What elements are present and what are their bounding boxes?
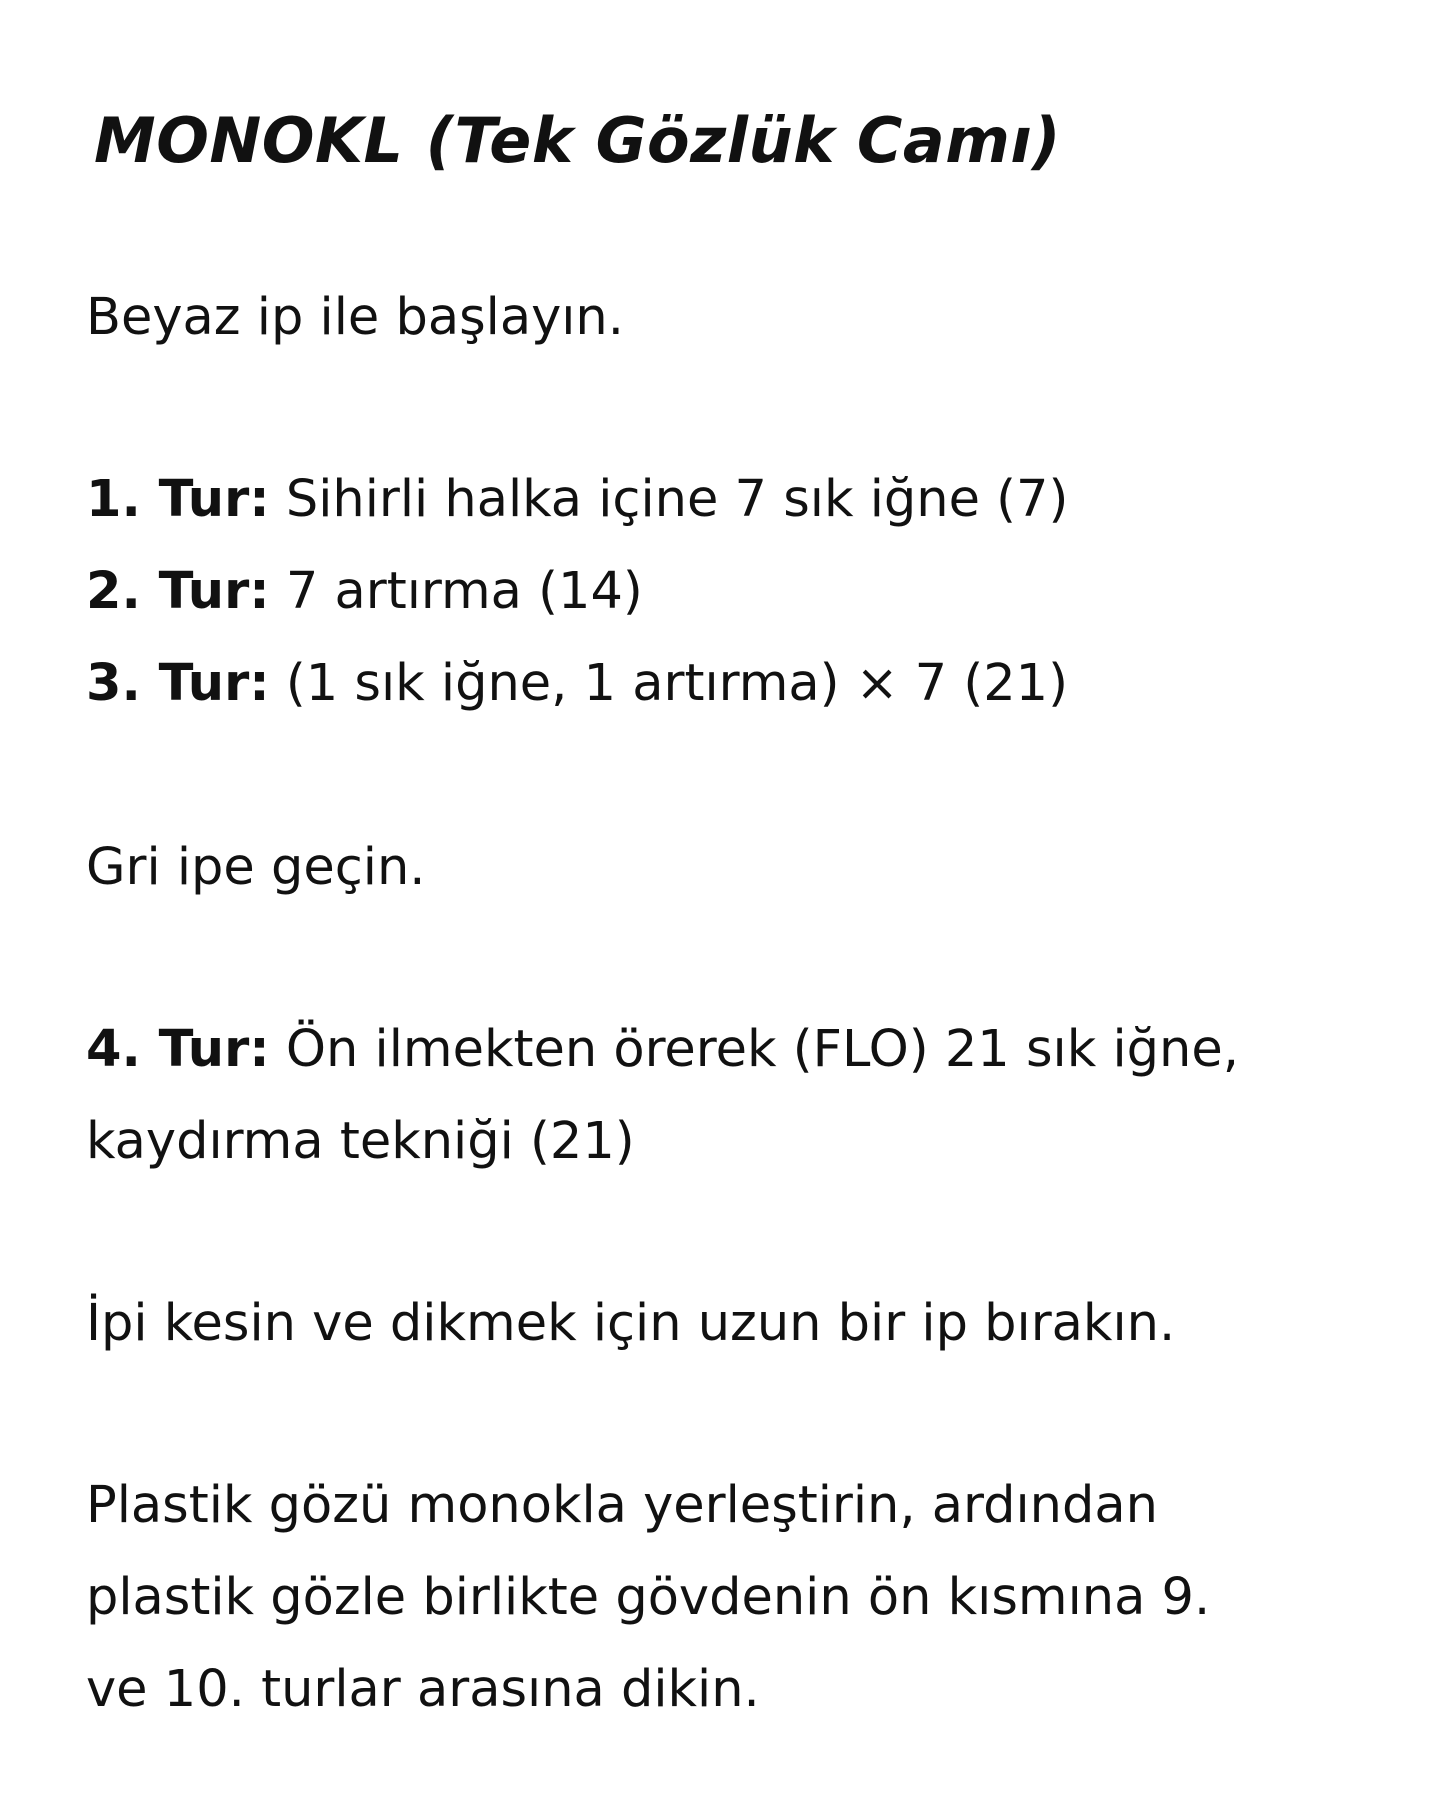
rounds-list xyxy=(86,454,1068,730)
color-switch-instruction: Gri ipe geçin. xyxy=(86,838,426,897)
round-label: 1. Tur: xyxy=(86,470,270,529)
round-text: Ön ilmekten örerek (FLO) 21 sık iğne, xyxy=(269,1020,1239,1079)
round-text: Sihirli halka içine 7 sık iğne (7) xyxy=(269,470,1069,529)
round-1 xyxy=(86,454,1068,546)
round-4-line-1 xyxy=(86,1004,1239,1096)
round-text: (1 sık iğne, 1 artırma) × 7 (21) xyxy=(269,654,1069,713)
round-4 xyxy=(86,1004,1239,1188)
round-text: 7 artırma (14) xyxy=(269,562,643,621)
page-title: MONOKL (Tek Gözlük Camı) xyxy=(94,104,1061,177)
attach-line-2: plastik gözle birlikte gövdenin ön kısmına 9. xyxy=(86,1568,1211,1627)
round-label: 4. Tur: xyxy=(86,1020,270,1079)
round-2 xyxy=(86,546,1068,638)
attach-line-1: Plastik gözü monokla yerleştirin, ardından xyxy=(86,1476,1158,1535)
round-label: 3. Tur: xyxy=(86,654,270,713)
round-4-line-2: kaydırma tekniği (21) xyxy=(86,1112,635,1171)
round-label: 2. Tur: xyxy=(86,562,270,621)
cut-yarn-instruction: İpi kesin ve dikmek için uzun bir ip bırakın. xyxy=(86,1294,1176,1353)
attach-line-3: ve 10. turlar arasına dikin. xyxy=(86,1660,760,1719)
round-3 xyxy=(86,638,1068,730)
intro-instruction: Beyaz ip ile başlayın. xyxy=(86,288,624,347)
attach-instruction xyxy=(86,1460,1210,1736)
